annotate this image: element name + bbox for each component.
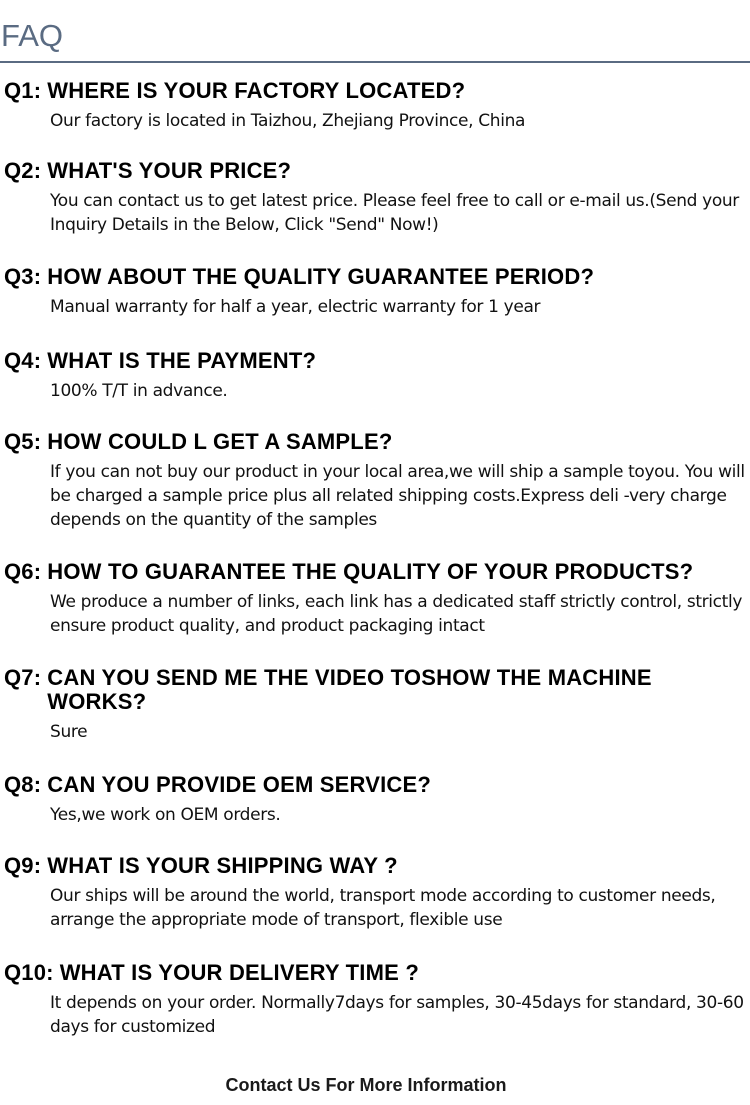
faq-answer: Yes,we work on OEM orders. (50, 805, 281, 825)
faq-question (0, 560, 750, 584)
faq-question (0, 159, 750, 183)
faq-item-q1 (0, 79, 750, 133)
question-text: HOW COULD L GET A SAMPLE? (47, 429, 393, 454)
faq-answer: Sure (50, 722, 88, 742)
faq-item-q6 (0, 560, 750, 638)
question-number: Q6: (4, 559, 42, 584)
faq-item-q5 (0, 430, 750, 532)
question-text: WHAT IS THE PAYMENT? (47, 348, 317, 373)
question-text: CAN YOU SEND ME THE VIDEO TOSHOW THE MACHINE WORKS? (47, 665, 652, 714)
faq-answer: If you can not buy our product in your local area,we will ship a sample toyou. You will be charged a sample price plus all related shipping costs.Express deli -very charge depends on the quantity of the samples (50, 462, 745, 530)
faq-question (0, 349, 750, 373)
faq-header (0, 0, 750, 63)
faq-item-q10 (0, 961, 750, 1039)
faq-question (0, 773, 750, 797)
question-number: Q4: (4, 348, 42, 373)
question-number: Q1: (4, 78, 42, 103)
faq-answer: You can contact us to get latest price. Please feel free to call or e-mail us.(Send your Inquiry Details in the Below, Click "Send" Now!) (50, 191, 739, 235)
faq-answer: We produce a number of links, each link has a dedicated staff strictly control, strictly ensure product quality, and product packaging intact (50, 592, 743, 636)
faq-question (0, 79, 750, 103)
question-text: WHAT'S YOUR PRICE? (47, 158, 292, 183)
faq-answer: Our ships will be around the world, transport mode according to customer needs, arrange the appropriate mode of transport, flexible use (50, 886, 716, 930)
question-text: WHERE IS YOUR FACTORY LOCATED? (47, 78, 466, 103)
faq-question (0, 666, 750, 714)
question-number: Q5: (4, 429, 42, 454)
question-number: Q8: (4, 772, 42, 797)
faq-item-q2 (0, 159, 750, 237)
question-number: Q3: (4, 264, 42, 289)
faq-item-q3 (0, 265, 750, 319)
question-number: Q9: (4, 853, 42, 878)
faq-answer: Manual warranty for half a year, electric warranty for 1 year (50, 297, 541, 317)
faq-answer: Our factory is located in Taizhou, Zhejiang Province, China (50, 111, 526, 131)
faq-question (0, 430, 750, 454)
faq-item-q4 (0, 349, 750, 403)
faq-item-q8 (0, 773, 750, 827)
faq-question (0, 854, 750, 878)
question-text: HOW ABOUT THE QUALITY GUARANTEE PERIOD? (47, 264, 595, 289)
question-number: Q7: (4, 665, 42, 690)
faq-question (0, 265, 750, 289)
faq-answer: It depends on your order. Normally7days for samples, 30-45days for standard, 30-60 days for customized (50, 993, 744, 1037)
question-text: WHAT IS YOUR SHIPPING WAY ? (47, 853, 398, 878)
contact-link[interactable]: Contact Us For More Information (225, 1075, 507, 1095)
faq-question (0, 961, 750, 985)
faq-answer: 100% T/T in advance. (50, 381, 228, 401)
page-title: FAQ (1, 18, 64, 53)
faq-item-q7 (0, 666, 750, 744)
faq-item-q9 (0, 854, 750, 932)
question-number: Q10: (4, 960, 54, 985)
question-text: WHAT IS YOUR DELIVERY TIME ? (59, 960, 419, 985)
question-text: HOW TO GUARANTEE THE QUALITY OF YOUR PRODUCTS? (47, 559, 694, 584)
question-text: CAN YOU PROVIDE OEM SERVICE? (47, 772, 432, 797)
question-number: Q2: (4, 158, 42, 183)
